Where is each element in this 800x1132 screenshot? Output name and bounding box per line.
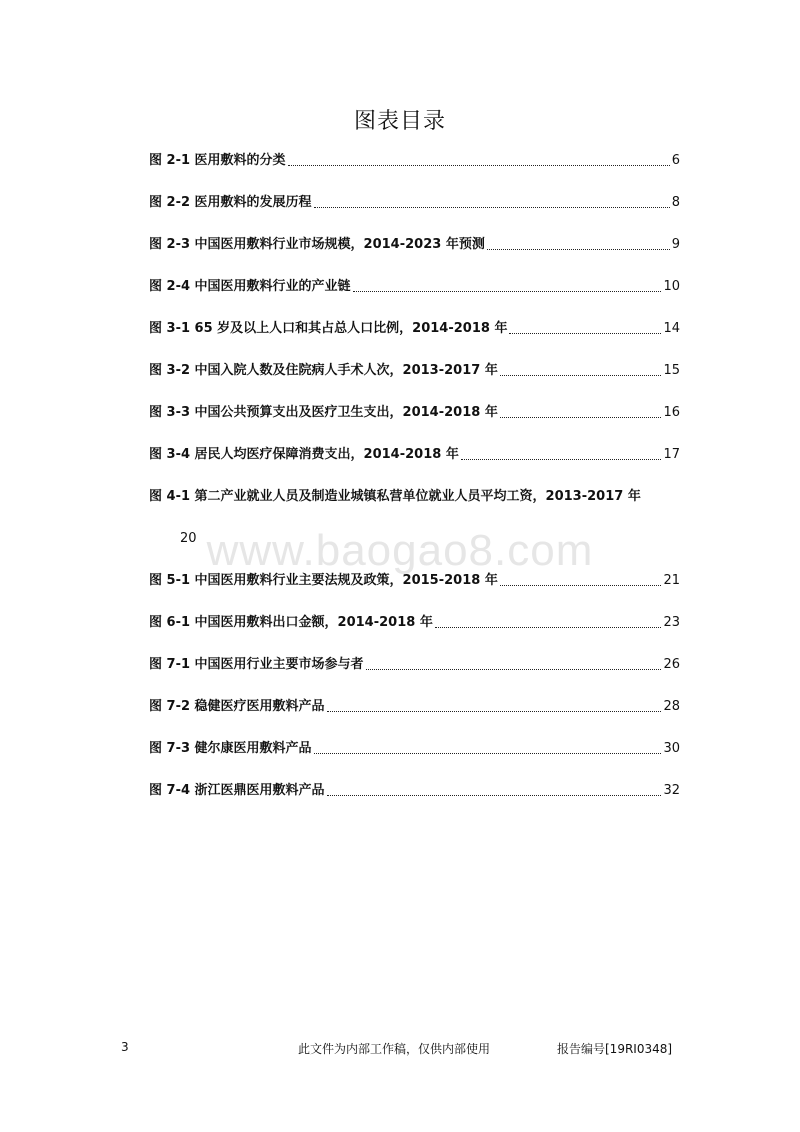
footer-report-code: 报告编号[19RI0348] [557,1042,673,1056]
toc-entry-page: 32 [663,783,680,798]
watermark: www.baogao8.com [206,526,594,575]
toc-entry-page: 16 [663,405,680,420]
leader-dots [288,164,670,166]
toc-entry-page: 8 [671,195,680,210]
toc-entry-page: 28 [663,699,680,714]
toc-entry-label: 图 2-3 中国医用敷料行业市场规模，2014-2023 年预测 [149,237,485,252]
toc-entry-label: 图 7-4 浙江医鼎医用敷料产品 [149,783,325,798]
leader-dots [353,290,662,292]
toc-entry[interactable] [149,780,680,800]
leader-dots [487,248,670,250]
toc-entry[interactable] [149,360,680,380]
toc-entry-label: 图 2-4 中国医用敷料行业的产业链 [149,279,351,294]
leader-dots [500,374,662,376]
toc-entry[interactable] [149,738,680,758]
toc-entry-label: 图 7-3 健尔康医用敷料产品 [149,741,312,756]
leader-dots [314,752,662,754]
toc-entry-page: 30 [663,741,680,756]
leader-dots [500,584,662,586]
leader-dots [509,332,661,334]
toc-entry-page: 14 [663,321,680,336]
toc-entry[interactable] [149,150,680,170]
toc-entry-label: 图 3-2 中国入院人数及住院病人手术人次，2013-2017 年 [149,363,498,378]
toc-entry-page: 10 [663,279,680,294]
toc-entry-label: 图 3-1 65 岁及以上人口和其占总人口比例，2014-2018 年 [149,321,508,336]
toc-entry-label: 图 7-1 中国医用行业主要市场参与者 [149,657,364,672]
toc-entry-page: 9 [671,237,680,252]
toc-entry-wrapped[interactable] [149,486,680,506]
leader-dots [435,626,662,628]
leader-dots [314,206,670,208]
toc-entry[interactable] [149,192,680,212]
toc-entry-continuation[interactable] [180,528,680,548]
toc-entry[interactable] [149,234,680,254]
toc-entry[interactable] [149,402,680,422]
toc-entry[interactable] [149,570,680,590]
toc-entry-page: 21 [663,573,680,588]
toc-entry-page: 6 [671,153,680,168]
toc-entry-label: 图 6-1 中国医用敷料出口金额，2014-2018 年 [149,615,433,630]
toc-entry-label: 图 3-4 居民人均医疗保障消费支出，2014-2018 年 [149,447,459,462]
toc-entry-page: 17 [663,447,680,462]
footer-notice: 此文件为内部工作稿，仅供内部使用 [298,1042,491,1056]
toc-entry[interactable] [149,654,680,674]
toc-entry-label: 图 2-1 医用敷料的分类 [149,153,286,168]
toc-entry-page: 15 [663,363,680,378]
leader-dots [461,458,662,460]
toc-entry-label: 图 5-1 中国医用敷料行业主要法规及政策，2015-2018 年 [149,573,498,588]
leader-dots [500,416,662,418]
toc-entry-label: 图 3-3 中国公共预算支出及医疗卫生支出，2014-2018 年 [149,405,498,420]
toc-entry-page: 23 [663,615,680,630]
toc-entry-label: 图 4-1 第二产业就业人员及制造业城镇私营单位就业人员平均工资，2013-2017 年 [149,489,641,504]
toc-entry-label: 图 2-2 医用敷料的发展历程 [149,195,312,210]
toc-entry[interactable] [149,444,680,464]
leader-dots [327,794,662,796]
footer-page-number: 3 [121,1040,129,1054]
leader-dots [366,668,662,670]
toc-entry-page: 20 [180,531,197,546]
toc-entry[interactable] [149,612,680,632]
toc-entry-label: 图 7-2 稳健医疗医用敷料产品 [149,699,325,714]
toc-entry[interactable] [149,696,680,716]
toc-entry[interactable] [149,318,680,338]
toc-entry-page: 26 [663,657,680,672]
toc-entry[interactable] [149,276,680,296]
page-title: 图表目录 [353,109,446,134]
leader-dots [327,710,662,712]
